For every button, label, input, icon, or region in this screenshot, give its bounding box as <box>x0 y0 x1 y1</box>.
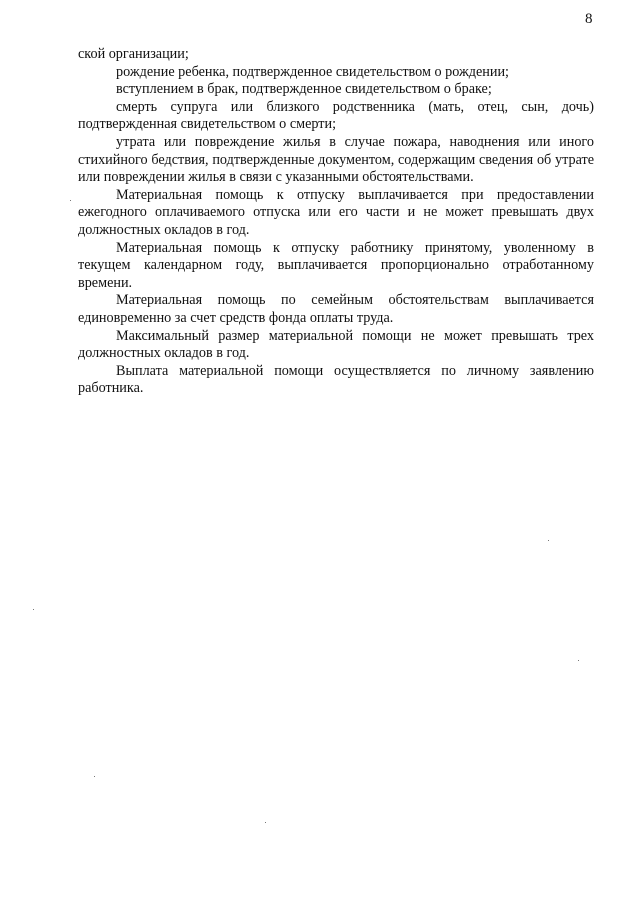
paragraph-organization-continuation: ской организации; <box>78 46 189 62</box>
paragraph-marriage: вступлением в брак, подтвержденное свидетельством о браке; <box>116 81 492 98</box>
paragraph-housing-loss: утрата или повреждение жилья в случае пожара, наводнения или иного стихийного бедствия, подтвержденные документом, содержащим сведения об утрате или повреждении жилья в связи с указанными обстоятельствами. <box>78 133 594 186</box>
document-body <box>78 46 594 398</box>
paragraph-death-of-relative: смерть супруга или близкого родственника (мать, отец, сын, дочь) подтвержденная свидетельством о смерти; <box>78 98 594 133</box>
paragraph-maximum-aid: Максимальный размер материальной помощи не может превышать трех должностных окладов в год. <box>78 327 594 362</box>
paragraph-payment-by-application: Выплата материальной помощи осуществляется по личному заявлению работника. <box>78 362 594 397</box>
scan-speck <box>548 540 549 541</box>
paragraph-vacation-aid: Материальная помощь к отпуску выплачивается при предоставлении ежегодного оплачиваемого отпуска или его части и не может превышать двух должностных окладов в год. <box>78 186 594 238</box>
scan-speck <box>94 776 95 777</box>
paragraph-child-birth: рождение ребенка, подтвержденное свидетельством о рождении; <box>116 63 509 80</box>
scan-speck <box>578 660 579 661</box>
scan-speck <box>33 609 34 610</box>
scan-speck <box>70 200 71 201</box>
page-number: 8 <box>585 11 593 27</box>
paragraph-family-circumstances-aid: Материальная помощь по семейным обстоятельствам выплачивается единовременно за счет средств фонда оплаты труда. <box>78 292 594 326</box>
paragraph-vacation-aid-proportional: Материальная помощь к отпуску работнику принятому, уволенному в текущем календарном году, выплачивается пропорционально отработанному времени. <box>78 239 594 291</box>
scan-speck <box>265 822 266 823</box>
